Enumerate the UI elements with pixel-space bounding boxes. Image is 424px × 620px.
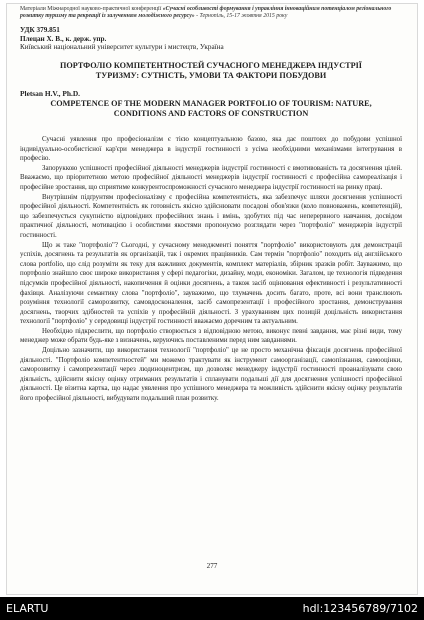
paragraph-4: Що ж таке "портфоліо"? Сьогодні, у сучасному менеджменті поняття "портфоліо" використовують для демонстрації успіхів, досягнень та результатів як організацій, так і окремих працівників. Сам термін "портфоліо" походить від англійського слова portfolio, що слід розуміти як теку для важливих документів, комплект матеріалів, збірник зразків робіт. Зауважимо, що портфоліо знайшло своє широке використання у сфері педагогіки, дизайну, моди, економіки. Загалом, це технологія підведення підсумків професійної діяльності, накопичення й оцінки досягнень, а також засіб оцінювання ефективності і результативності фахівця. Аналізуючи семантику слова "портфоліо", зауважимо, що тлумачень досить багато, проте, всі вони транслюють розуміння технології саморозвитку, самовдосконалення, засіб самопрезентації і професійного зростання, демонстрування досягнень, творчих здібностей та успіхів у професійній діяльності. З урахуванням цих позицій доцільність використання технології "портфоліо" у середовищі індустрії гостинності вважаємо доречним та актуальним. [20, 241, 402, 326]
paragraph-1: Сучасні уявлення про професіоналізм є тією концептуальною базою, яка дає поштовх до побудови успішної індивідуально-особистісної кар'єри менеджера в індустрії гостинності з усіма необхідними механізмами інтегрування в професію. [20, 136, 402, 163]
author-ua: Плецан Х. В., к. держ. упр. [20, 35, 107, 43]
conference-title-line-1: «Сучасні особливості формування і управління [162, 6, 284, 12]
title-en: COMPETENCE OF THE MODERN MANAGER PORTFOLIO OF TOURISM: NATURE, CONDITIONS AND FACTORS OF CONSTRUCTION [50, 99, 372, 118]
conference-header [20, 6, 402, 20]
conference-title-line-2: інноваційним потенціалом регіонального розвитку туризму та рекреації із залученням молодіжного ресурсу» [20, 6, 392, 19]
page-number: 277 [206, 562, 218, 570]
title-ua: ПОРТФОЛІО КОМПЕТЕНТНОСТЕЙ СУЧАСНОГО МЕНЕДЖЕРА ІНДУСТРІЇ ТУРИЗМУ: СУТНІСТЬ, УМОВИ ТА ФАКТОРИ ПОБУДОВИ [60, 61, 362, 80]
handle-link[interactable]: hdl:123456789/7102 [302, 602, 418, 615]
udk-code: УДК 379.851 [20, 26, 60, 34]
conference-place-date: - Тернопіль, 15-17 жовтня 2015 року [196, 13, 288, 19]
repository-name: ELARTU [6, 602, 49, 615]
paragraph-5: Необхідно підкреслити, що портфоліо створюється з відповідною метою, виконує певні завдання, має різні види, тому менеджер може обрати будь-яке з визначень, керуючись поставленими перед ним завданнями. [20, 327, 402, 345]
paragraph-2: Запоруккою успішності професійної діяльності менеджерів індустрії гостинності є вмотивованість та досягнення цілей. Вважаємо, що пріоритетною метою професійної діяльності менеджерів індустрії гостинності є професійна самореалізація і професійне зростання, що сприятиме конкурентоспроможності сучасного менеджера індустрії гостинності на ринку праці. [20, 164, 402, 191]
affiliation: Київський національний університет культури і мистецтв, Україна [20, 43, 224, 51]
page-content [20, 6, 402, 404]
paragraph-3: Внутрішнім підґрунтям професіоналізму є професійна компетентність, яка забезпечує шляхи досягнення успішності професійної діяльності. Компетентність як готовність якісно здійснювати посадові обов'язки (коло повноважень, компетенцій), що забезпечується сукупністю відповідних професійних знань і вмінь, здобутих під час неперервного навчання, досвідом практичної діяльності, мотивацією і особистими якостями пропонуємо розглядати через "портфоліо" менеджерів індустрії гостинності. [20, 193, 402, 239]
author-en: Pletsan H.V., Ph.D. [20, 89, 81, 98]
conference-prefix: Матеріали Міжнародної науково-практичної конференції [20, 6, 162, 12]
footer-bar [0, 597, 424, 620]
paragraph-6: Доцільно зазначити, що використання технології "портфоліо" це не просто механічна фіксація досягнень професійної діяльності. "Портфоліо компетентностей" ми можемо трактувати як інструмент самоорганізації, самопізнання, самооцінки, саморозвитку і самопрезентації через людиноцентризм, що дозволяє менеджеру індустрії гостинності проаналізувати свою діяльність, здійснити якісну оцінку отриманих результатів і спланувати подальші дії для досягнення успішності професійної діяльності. Це візитна картка, що надає уявлення про успішного менеджера та можливість здійснити якісну оцінку результатів його професійної діяльності, вибудувати подальший план розвитку. [20, 347, 402, 403]
